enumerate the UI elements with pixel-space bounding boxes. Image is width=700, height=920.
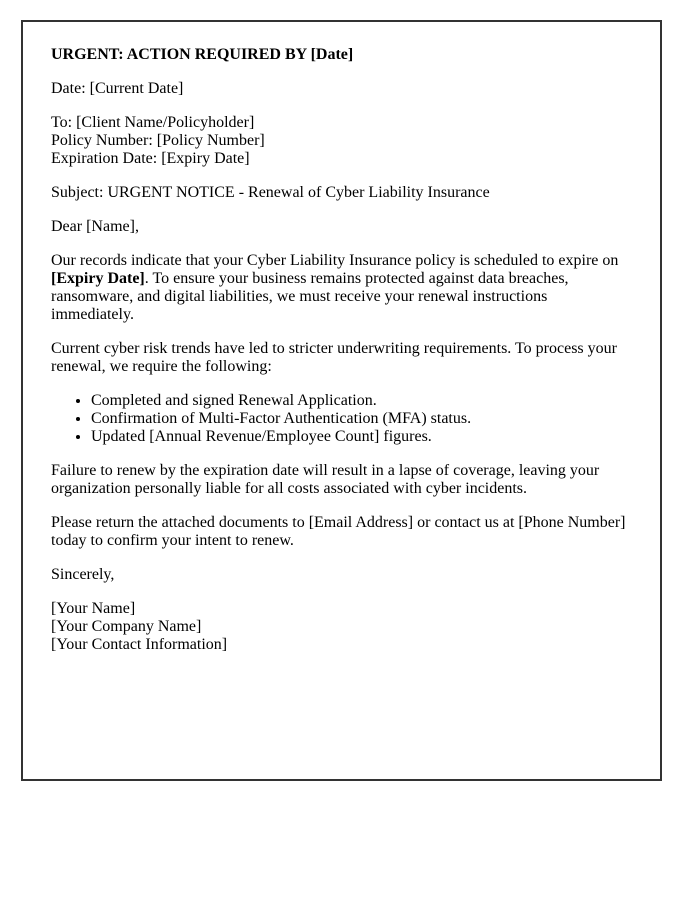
signature-block xyxy=(51,600,632,654)
paragraph-failure-warning: Failure to renew by the expiration date will result in a lapse of coverage, leaving your organization personally liable for all costs associated with cyber incidents. xyxy=(51,462,600,497)
to-line: To: [Client Name/Policyholder] xyxy=(51,114,255,131)
requirement-item-updated-figures: • Updated [Annual Revenue/Employee Count] figures. xyxy=(91,428,632,446)
paragraph-requirements-intro: Current cyber risk trends have led to stricter underwriting requirements. To process your renewal, we require the following: xyxy=(51,340,617,375)
signature-company-line: [Your Company Name] xyxy=(51,618,202,635)
subject-line: Subject: URGENT NOTICE - Renewal of Cyber Liability Insurance xyxy=(51,184,490,201)
expiry-date-emphasis: [Expiry Date] xyxy=(51,270,145,287)
requirement-item-mfa-status: • Confirmation of Multi-Factor Authentication (MFA) status. xyxy=(91,410,632,428)
signature-contact-line: [Your Contact Information] xyxy=(51,636,228,653)
paragraph-records-text-end: . To ensure your business remains protected against data breaches, ransomware, and digital liabilities, we must receive your renewal instructions immediately. xyxy=(51,270,569,323)
closing: Sincerely, xyxy=(51,566,115,583)
paragraph-return-instructions: Please return the attached documents to [Email Address] or contact us at [Phone Number] today to confirm your intent to renew. xyxy=(51,514,626,549)
requirement-item-renewal-application: • Completed and signed Renewal Application. xyxy=(91,392,632,410)
expiration-date-line: Expiration Date: [Expiry Date] xyxy=(51,150,250,167)
salutation: Dear [Name], xyxy=(51,218,139,235)
urgent-heading: URGENT: ACTION REQUIRED BY [Date] xyxy=(51,46,354,63)
recipient-block xyxy=(51,114,632,168)
paragraph-records xyxy=(51,252,632,324)
policy-number-line: Policy Number: [Policy Number] xyxy=(51,132,265,149)
paragraph-records-text-start: Our records indicate that your Cyber Liability Insurance policy is scheduled to expire on xyxy=(51,252,619,269)
signature-name-line: [Your Name] xyxy=(51,600,136,617)
letter-document xyxy=(21,20,662,781)
requirements-list xyxy=(51,392,632,446)
date-line: Date: [Current Date] xyxy=(51,80,184,97)
